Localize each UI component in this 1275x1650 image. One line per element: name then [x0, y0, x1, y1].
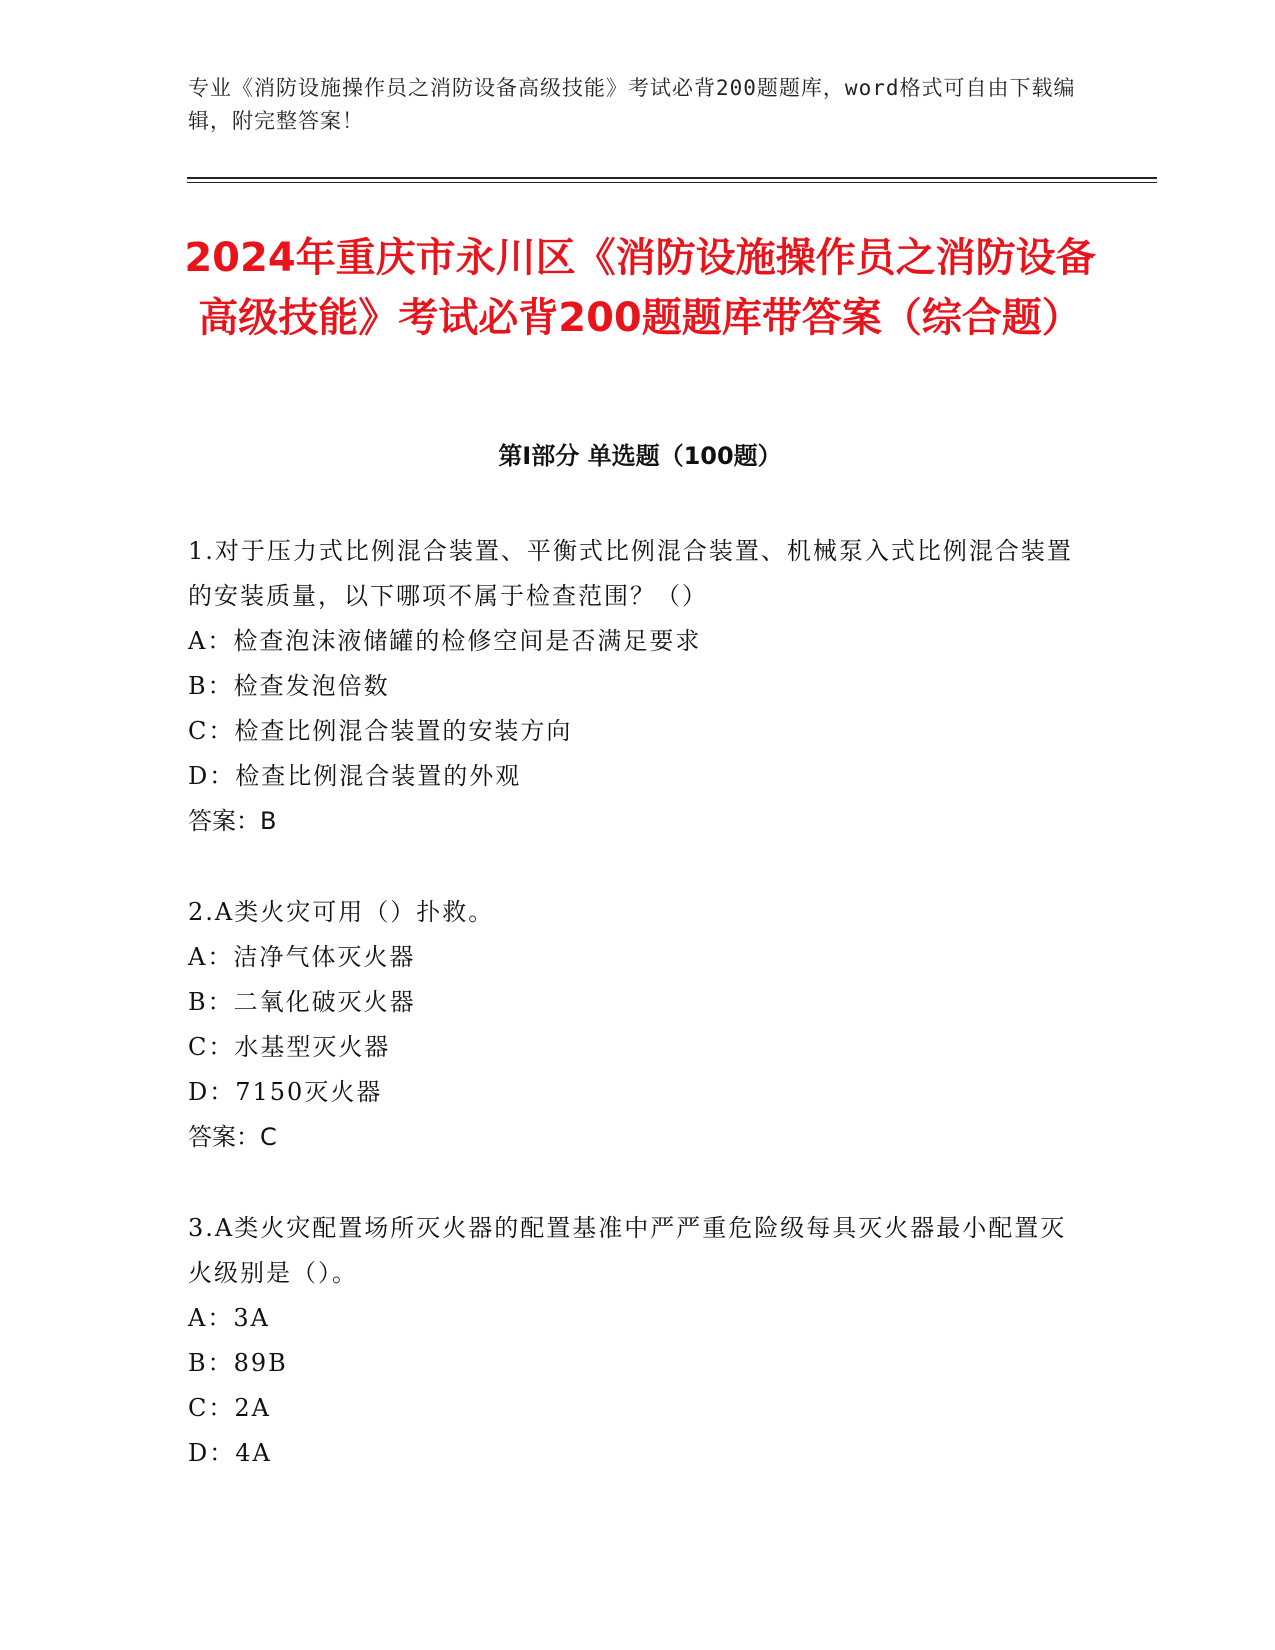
document-title: 2024年重庆市永川区《消防设施操作员之消防设备高级技能》考试必背200题题库带答案（综合题） [184, 235, 1096, 341]
option-c: C：2A [188, 1394, 271, 1422]
option-d: D：检查比例混合装置的外观 [188, 762, 522, 790]
answer: 答案：B [188, 807, 277, 835]
question-2 [188, 890, 1088, 1160]
option-a: A：洁净气体灭火器 [188, 943, 416, 971]
option-a: A：3A [188, 1304, 270, 1332]
question-text: 1.对于压力式比例混合装置、平衡式比例混合装置、机械泵入式比例混合装置的安装质量，以下哪项不属于检查范围？（） [188, 537, 1073, 610]
question-list [188, 529, 1088, 1522]
option-b: B：检查发泡倍数 [188, 672, 390, 700]
option-b: B：89B [188, 1349, 288, 1377]
option-c: C：检查比例混合装置的安装方向 [188, 717, 573, 745]
header-note: 专业《消防设施操作员之消防设备高级技能》考试必背200题题库，word格式可自由下载编辑，附完整答案！ [188, 76, 1076, 133]
option-c: C：水基型灭火器 [188, 1033, 391, 1061]
question-text: 3.A类火灾配置场所灭火器的配置基准中严严重危险级每具灭火器最小配置灭火级别是（）。 [188, 1214, 1067, 1287]
option-a: A：检查泡沫液储罐的检修空间是否满足要求 [188, 627, 702, 655]
option-d: D：4A [188, 1439, 272, 1467]
header-divider-thin [187, 182, 1157, 183]
question-text: 2.A类火灾可用（）扑救。 [188, 898, 495, 926]
option-b: B：二氧化破灭火器 [188, 988, 416, 1016]
option-d: D：7150灭火器 [188, 1078, 383, 1106]
question-3 [188, 1206, 1088, 1476]
question-1 [188, 529, 1088, 844]
section-heading: 第I部分 单选题（100题） [498, 442, 782, 470]
answer: 答案：C [188, 1123, 277, 1151]
header-divider-thick [187, 177, 1157, 179]
